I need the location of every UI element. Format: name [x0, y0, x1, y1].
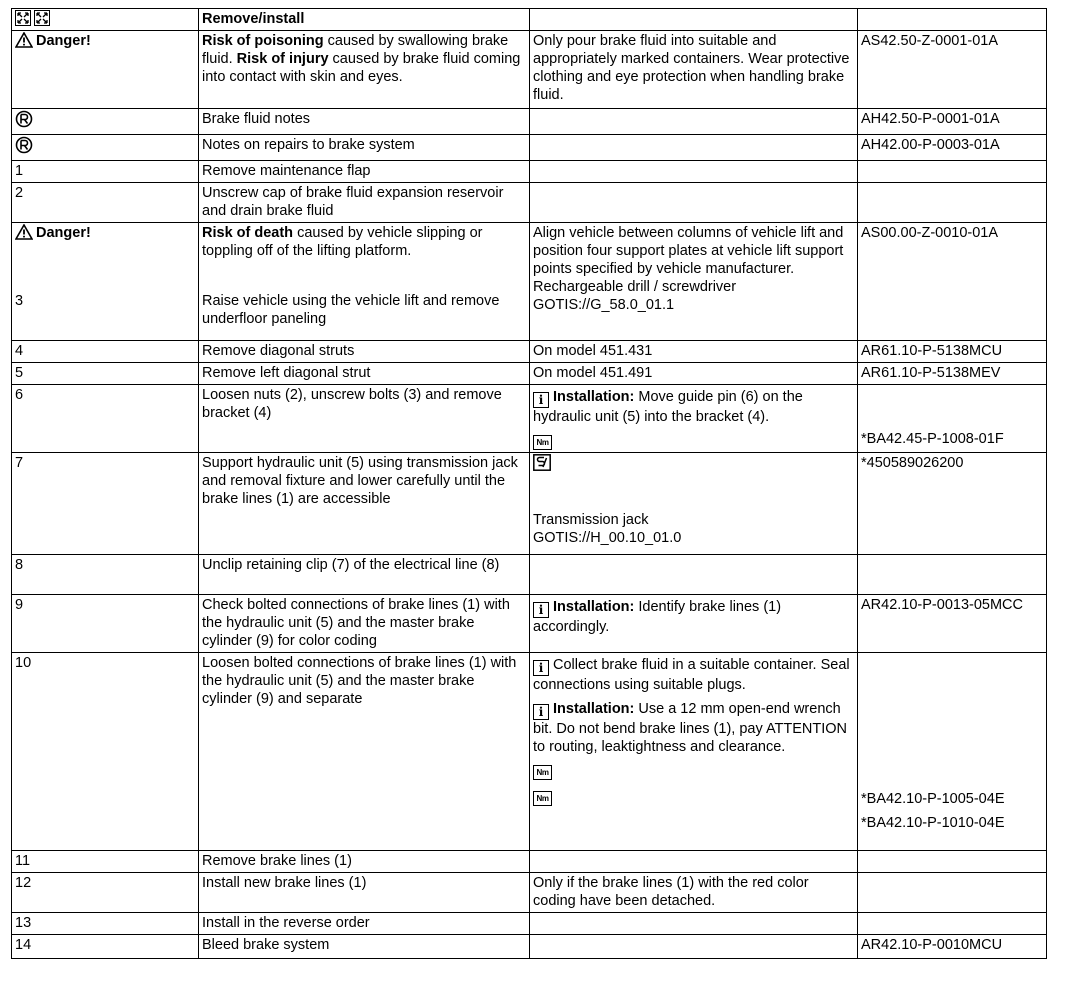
step-row: 6 Loosen nuts (2), unscrew bolts (3) and remove bracket (4) i Installation: Move guide pin (6) on the hydraulic unit (5) into the bracket (4). Nm *BA42.45-P-1008-01F: [12, 385, 1047, 453]
danger-step-row: Danger! 3 Risk of death caused by vehicle slipping or toppling off of the lifting platform. Raise vehicle using the vehicle lift and remove underfloor paneling Align vehicle between columns of vehicle lift and position four support plates at vehicle lift support points specified by vehicle manufacturer. Rechargeable drill / screwdriver GOTIS://G_58.0_01.1 AS00.00-Z-0010-01A: [12, 223, 1047, 341]
step-number: 8: [12, 555, 199, 595]
gotis-link[interactable]: GOTIS://H_00.10_01.0: [533, 530, 682, 546]
step-number: 7: [12, 453, 199, 555]
reference-link[interactable]: AS00.00-Z-0010-01A: [861, 225, 999, 241]
step-row: 9 Check bolted connections of brake lines (1) with the hydraulic unit (5) and the master brake cylinder (9) for color coding i Installation: Identify brake lines (1) accordingly. AR42.10-P-0013-05MCC: [12, 595, 1047, 653]
header-icons-cell: [12, 9, 199, 31]
step-row: 14 Bleed brake system AR42.10-P-0010MCU: [12, 935, 1047, 959]
danger-row: [12, 31, 1047, 109]
reference-link[interactable]: *BA42.45-P-1008-01F: [861, 431, 1004, 447]
info-icon: i: [533, 660, 549, 676]
reference-link[interactable]: AR61.10-P-5138MCU: [861, 343, 1003, 359]
step-number: 4: [12, 341, 199, 363]
reference-link[interactable]: AR42.10-P-0010MCU: [861, 937, 1003, 953]
reference-link[interactable]: AR61.10-P-5138MEV: [861, 365, 1001, 381]
step-row: 1 Remove maintenance flap: [12, 161, 1047, 183]
note-row: Brake fluid notes AH42.50-P-0001-01A: [12, 109, 1047, 135]
gotis-link[interactable]: GOTIS://G_58.0_01.1: [533, 297, 675, 313]
warning-icon: [15, 32, 33, 48]
reference-link[interactable]: AR42.10-P-0013-05MCC: [861, 597, 1023, 613]
procedure-table: [11, 8, 1047, 959]
special-tool-icon[interactable]: [533, 454, 551, 471]
danger-description: Risk of poisoning caused by swallowing brake fluid. Risk of injury caused by brake fluid coming into contact with skin and eyes.: [199, 31, 530, 109]
step-number: 3: [15, 293, 24, 309]
reference-link[interactable]: AH42.00-P-0003-01A: [861, 137, 1000, 153]
step-number: 14: [12, 935, 199, 959]
tool-number-link[interactable]: *450589026200: [861, 455, 964, 471]
danger-label: Danger!: [36, 225, 91, 241]
expand-icon[interactable]: [15, 10, 31, 26]
step-row: 4 Remove diagonal struts On model 451.431 AR61.10-P-5138MCU: [12, 341, 1047, 363]
info-icon: i: [533, 392, 549, 408]
step-row: 13 Install in the reverse order: [12, 913, 1047, 935]
reference-link[interactable]: *BA42.10-P-1005-04E: [861, 791, 1005, 807]
danger-action: Only pour brake fluid into suitable and appropriately marked containers. Wear protective clothing and eye protection when handling brake fluid.: [530, 31, 858, 109]
step-number: 5: [12, 363, 199, 385]
reference-link[interactable]: *BA42.10-P-1010-04E: [861, 815, 1005, 831]
expand-icon[interactable]: [34, 10, 50, 26]
step-number: 9: [12, 595, 199, 653]
warning-icon: [15, 224, 33, 240]
header-title: Remove/install: [199, 9, 530, 31]
step-row: 12 Install new brake lines (1) Only if the brake lines (1) with the red color coding have been detached.: [12, 873, 1047, 913]
note-icon: [15, 136, 33, 154]
step-number: 10: [12, 653, 199, 851]
header-row: [12, 9, 1047, 31]
torque-icon[interactable]: Nm: [533, 791, 552, 806]
info-icon: i: [533, 704, 549, 720]
step-number: 6: [12, 385, 199, 453]
step-number: 12: [12, 873, 199, 913]
info-icon: i: [533, 602, 549, 618]
step-row: 10 Loosen bolted connections of brake lines (1) with the hydraulic unit (5) and the master brake cylinder (9) and separate i Collect brake fluid in a suitable container. Seal connections using suitable plugs. i Installation: Use a 12 mm open-end wrench bit. Do not bend brake lines (1), pay ATTENTION to routing, leaktightness and clearance. Nm Nm *BA42.10-P-1005-04E *BA42.10-P-1010-04E: [12, 653, 1047, 851]
step-number: 11: [12, 851, 199, 873]
torque-icon[interactable]: Nm: [533, 435, 552, 450]
step-row: 11 Remove brake lines (1): [12, 851, 1047, 873]
step-row: 7 Support hydraulic unit (5) using transmission jack and removal fixture and lower carefully until the brake lines (1) are accessible Transmission jack GOTIS://H_00.10_01.0 *450589026200: [12, 453, 1047, 555]
step-row: 2 Unscrew cap of brake fluid expansion reservoir and drain brake fluid: [12, 183, 1047, 223]
reference-link[interactable]: AH42.50-P-0001-01A: [861, 111, 1000, 127]
step-row: 8 Unclip retaining clip (7) of the electrical line (8): [12, 555, 1047, 595]
reference-link[interactable]: AS42.50-Z-0001-01A: [861, 33, 999, 49]
danger-label: Danger!: [36, 33, 91, 49]
step-number: 1: [12, 161, 199, 183]
step-number: 2: [12, 183, 199, 223]
note-row: Notes on repairs to brake system AH42.00-P-0003-01A: [12, 135, 1047, 161]
step-number: 13: [12, 913, 199, 935]
note-icon: [15, 110, 33, 128]
torque-icon[interactable]: Nm: [533, 765, 552, 780]
step-row: 5 Remove left diagonal strut On model 451.491 AR61.10-P-5138MEV: [12, 363, 1047, 385]
